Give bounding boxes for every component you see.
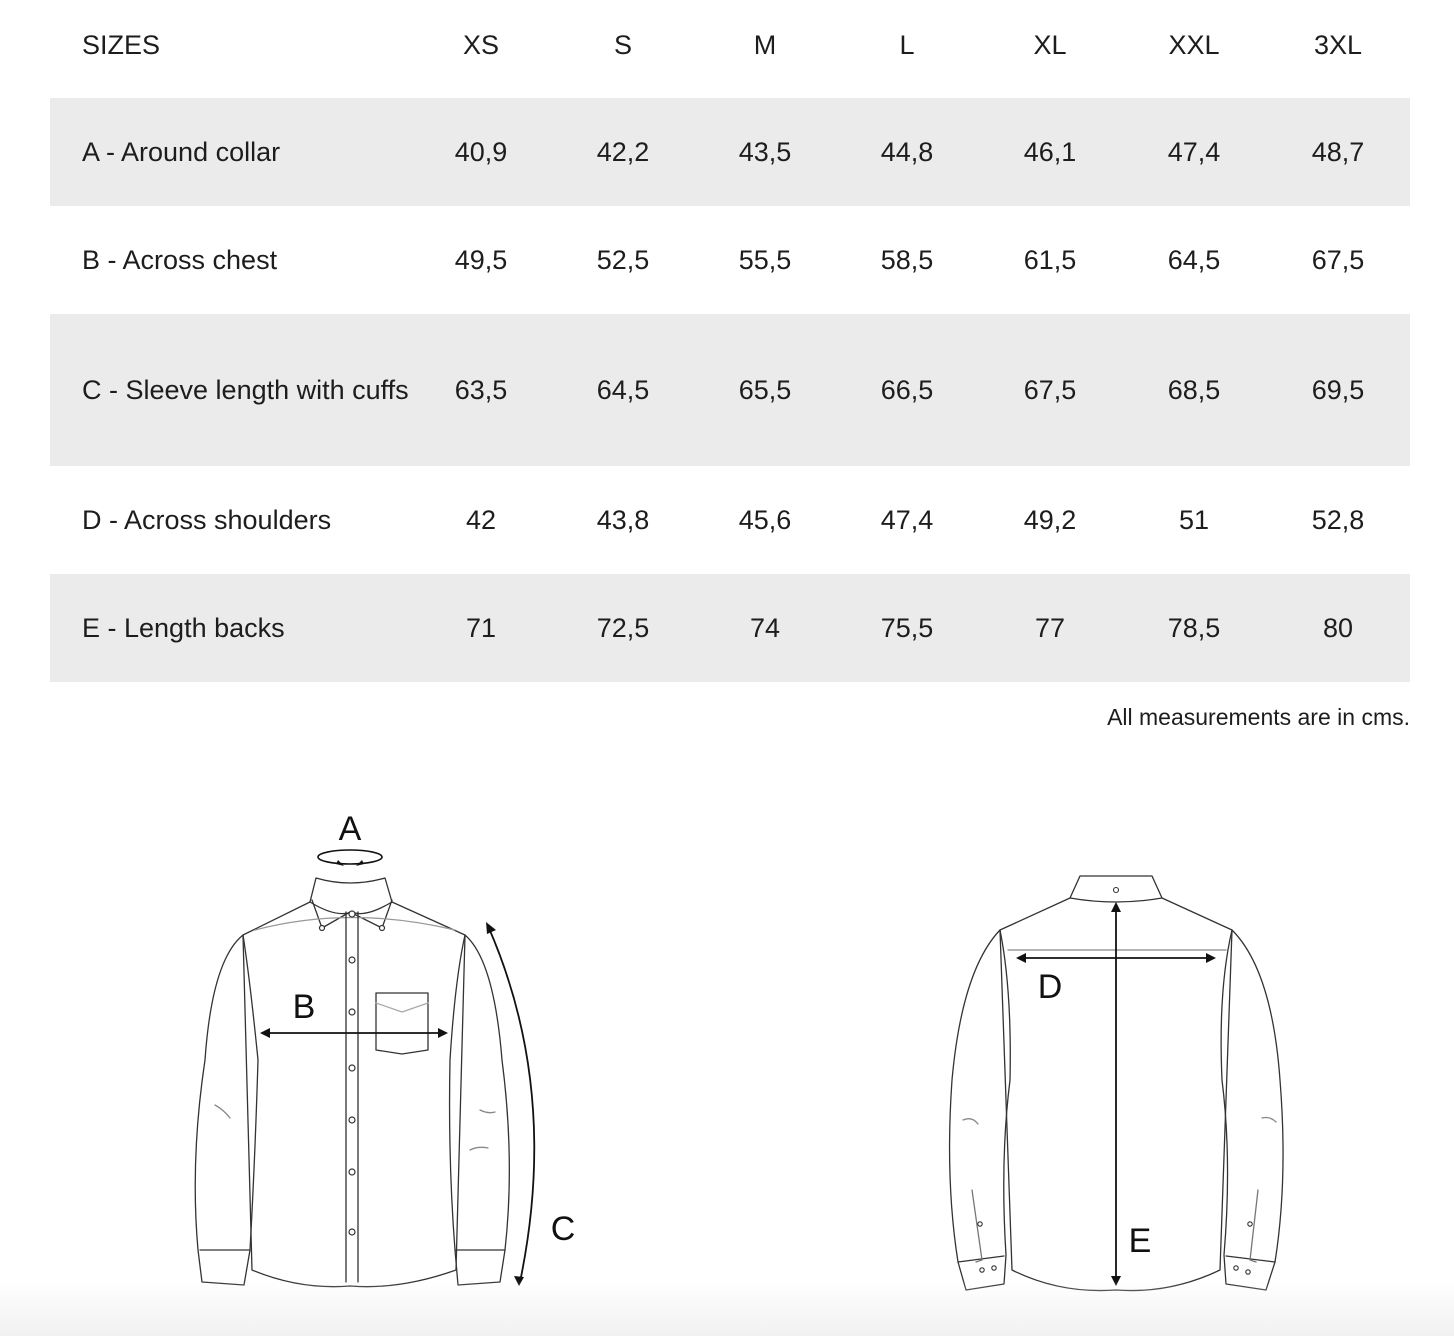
row-label: A - Around collar [82, 137, 281, 167]
row-label: D - Across shoulders [82, 505, 332, 535]
table-cell: 49,5 [454, 244, 508, 275]
table-cell: 47,4 [880, 504, 934, 535]
table-cell: 77 [1034, 612, 1066, 643]
table-cell: 75,5 [880, 612, 934, 643]
table-row [50, 574, 1410, 682]
table-cell: 66,5 [880, 374, 934, 405]
table-cell: 67,5 [1311, 244, 1365, 275]
table-cell: 42,2 [596, 136, 650, 167]
table-cell: 46,1 [1023, 136, 1077, 167]
table-row [50, 98, 1410, 206]
table-row [50, 466, 1410, 574]
label-c: C [550, 1210, 576, 1248]
header-size-l: L [899, 29, 915, 60]
table-cell: 63,5 [454, 374, 508, 405]
table-cell: 45,6 [738, 504, 792, 535]
table-cell: 52,5 [596, 244, 650, 275]
label-e: E [1128, 1222, 1152, 1260]
table-header-row [50, 0, 1410, 98]
table-cell: 48,7 [1311, 136, 1365, 167]
row-label: E - Length backs [82, 613, 285, 643]
header-size-xs: XS [462, 29, 500, 60]
table-cell: 71 [465, 612, 497, 643]
table-cell: 49,2 [1023, 504, 1077, 535]
label-a: A [338, 810, 362, 848]
table-cell: 42 [465, 504, 497, 535]
label-b: B [292, 988, 316, 1026]
row-label: C - Sleeve length with cuffs [82, 375, 409, 405]
table-cell: 74 [749, 612, 781, 643]
table-cell: 55,5 [738, 244, 792, 275]
table-cell: 64,5 [1167, 244, 1221, 275]
table-cell: 65,5 [738, 374, 792, 405]
table-cell: 43,8 [596, 504, 650, 535]
table-cell: 40,9 [454, 136, 508, 167]
table-cell: 47,4 [1167, 136, 1221, 167]
header-size-xxl: XXL [1168, 29, 1220, 60]
measurement-unit-note: All measurements are in cms. [1107, 704, 1410, 730]
header-size-xl: XL [1033, 29, 1067, 60]
table-cell: 44,8 [880, 136, 934, 167]
table-cell: 78,5 [1167, 612, 1221, 643]
table-row [50, 206, 1410, 314]
table-cell: 52,8 [1311, 504, 1365, 535]
table-cell: 67,5 [1023, 374, 1077, 405]
table-cell: 69,5 [1311, 374, 1365, 405]
table-cell: 64,5 [596, 374, 650, 405]
shirt-front-diagram [170, 800, 610, 1300]
table-cell: 68,5 [1167, 374, 1221, 405]
row-label: B - Across chest [82, 245, 278, 275]
header-size-s: S [613, 29, 632, 60]
table-cell: 51 [1178, 504, 1210, 535]
table-cell: 72,5 [596, 612, 650, 643]
header-size-3xl: 3XL [1313, 29, 1363, 60]
table-cell: 61,5 [1023, 244, 1077, 275]
table-cell: 80 [1322, 612, 1354, 643]
table-row [50, 314, 1410, 466]
table-cell: 58,5 [880, 244, 934, 275]
size-chart-table [50, 0, 1410, 682]
header-sizes: SIZES [82, 30, 161, 60]
label-d: D [1037, 968, 1063, 1006]
header-size-m: M [753, 29, 777, 60]
table-cell: 43,5 [738, 136, 792, 167]
shirt-back-diagram [930, 860, 1300, 1310]
